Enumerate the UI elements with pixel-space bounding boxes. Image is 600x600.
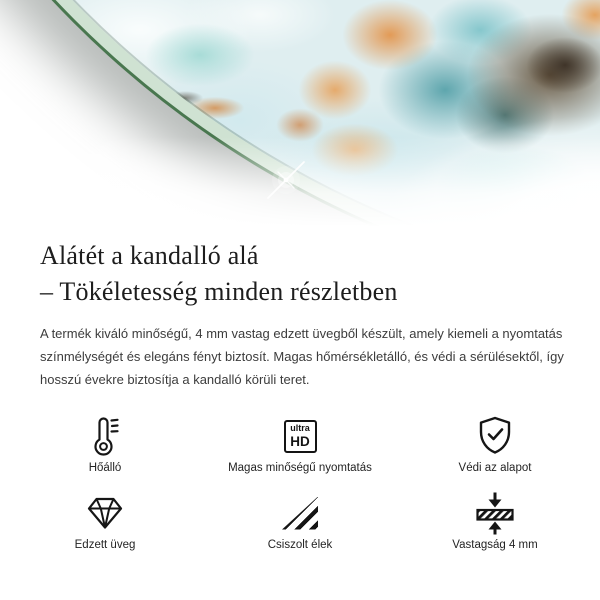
product-photo <box>0 0 600 236</box>
thermometer-icon <box>89 415 121 457</box>
feature-label: Edzett üveg <box>74 539 136 551</box>
shield-check-icon <box>476 415 514 457</box>
features-grid <box>40 415 560 551</box>
product-content <box>0 236 600 551</box>
page-title-line2: – Tökéletesség minden részletben <box>40 277 398 306</box>
feature-protects-base <box>430 415 560 474</box>
feature-label: Vastagság 4 mm <box>452 539 538 551</box>
ultra-hd-icon <box>284 415 317 457</box>
feature-polished-edges <box>170 492 430 551</box>
glass-mat-image <box>0 0 600 236</box>
feature-tempered-glass <box>40 492 170 551</box>
polished-edges-icon <box>282 492 318 534</box>
feature-thickness <box>430 492 560 551</box>
product-description: A termék kiváló minőségű, 4 mm vastag edzett üvegből készült, amely kiemeli a nyomtatás színmélységét és elegáns fényt biztosít. Magas hőmérsékletálló, és védi a sérülésektől, így hosszú évekre biztosítja a kandalló körüli teret. <box>40 326 564 387</box>
feature-print-quality <box>170 415 430 474</box>
thickness-icon <box>473 492 517 534</box>
diamond-icon <box>85 492 125 534</box>
feature-label: Magas minőségű nyomtatás <box>228 462 372 474</box>
feature-heat-resistant <box>40 415 170 474</box>
feature-label: Hőálló <box>88 462 122 474</box>
ultra-hd-badge-bottom: HD <box>290 433 310 449</box>
page-title <box>40 238 560 310</box>
feature-label: Védi az alapot <box>458 462 532 474</box>
page-title-line1: Alátét a kandalló alá <box>40 241 259 270</box>
feature-label: Csiszolt élek <box>267 539 333 551</box>
ultra-hd-badge-top: ultra <box>290 423 310 433</box>
